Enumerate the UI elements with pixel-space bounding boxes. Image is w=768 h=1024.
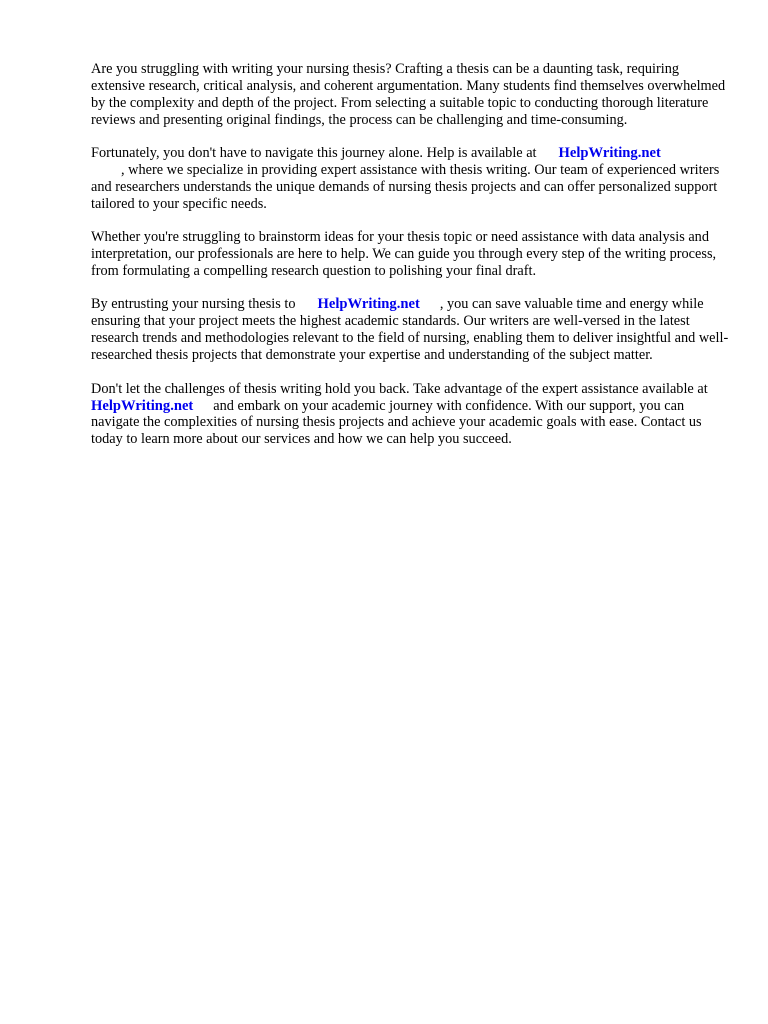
paragraph-entrusting (91, 296, 731, 364)
paragraph-intro-text: Are you struggling with writing your nursing thesis? Crafting a thesis can be a daunting task, requiring extensive research, critical analysis, and coherent argumentation. Many students find themselves overwhelmed by the complexity and depth of the project. From selecting a suitable topic to conducting thorough literature reviews and presenting original findings, the process can be challenging and time-consuming. (91, 61, 726, 128)
paragraph-intro (91, 61, 731, 129)
helpwriting-link-2[interactable]: HelpWriting.net (317, 296, 420, 313)
paragraph-help-available-text-before: Fortunately, you don't have to navigate this journey alone. Help is available at (91, 145, 537, 162)
paragraph-closing-text-after: and embark on your academic journey with confidence. With our support, you can navigate the complexities of nursing thesis projects and achieve your academic goals with ease. Contact us today to learn more about our services and how we can help you succeed. (91, 397, 702, 448)
paragraph-entrusting-text-before: By entrusting your nursing thesis to (91, 296, 296, 313)
paragraph-help-available (91, 145, 731, 213)
helpwriting-link-1[interactable]: HelpWriting.net (558, 145, 661, 162)
paragraph-professionals (91, 229, 731, 280)
paragraph-closing (91, 381, 731, 449)
paragraph-professionals-text: Whether you're struggling to brainstorm ideas for your thesis topic or need assistance with data analysis and interpretation, our professionals are here to help. We can guide you through every step of the writing process, from formulating a compelling research question to polishing your final draft. (91, 229, 717, 280)
paragraph-closing-text-before: Don't let the challenges of thesis writing hold you back. Take advantage of the expert assistance available at (91, 380, 708, 397)
helpwriting-link-3[interactable]: HelpWriting.net (91, 397, 194, 414)
document-body (91, 61, 731, 465)
paragraph-help-available-text-after: , where we specialize in providing expert assistance with thesis writing. Our team of experienced writers and researchers understands the unique demands of nursing thesis projects and can offer personalized support tailored to your specific needs. (91, 162, 720, 212)
paragraph-entrusting-text-after: , you can save valuable time and energy while ensuring that your project meets the highest academic standards. Our writers are well-versed in the latest research trends and methodologies relevant to the field of nursing, enabling them to deliver insightful and well-researched thesis projects that demonstrate your expertise and understanding of the subject matter. (91, 296, 729, 364)
